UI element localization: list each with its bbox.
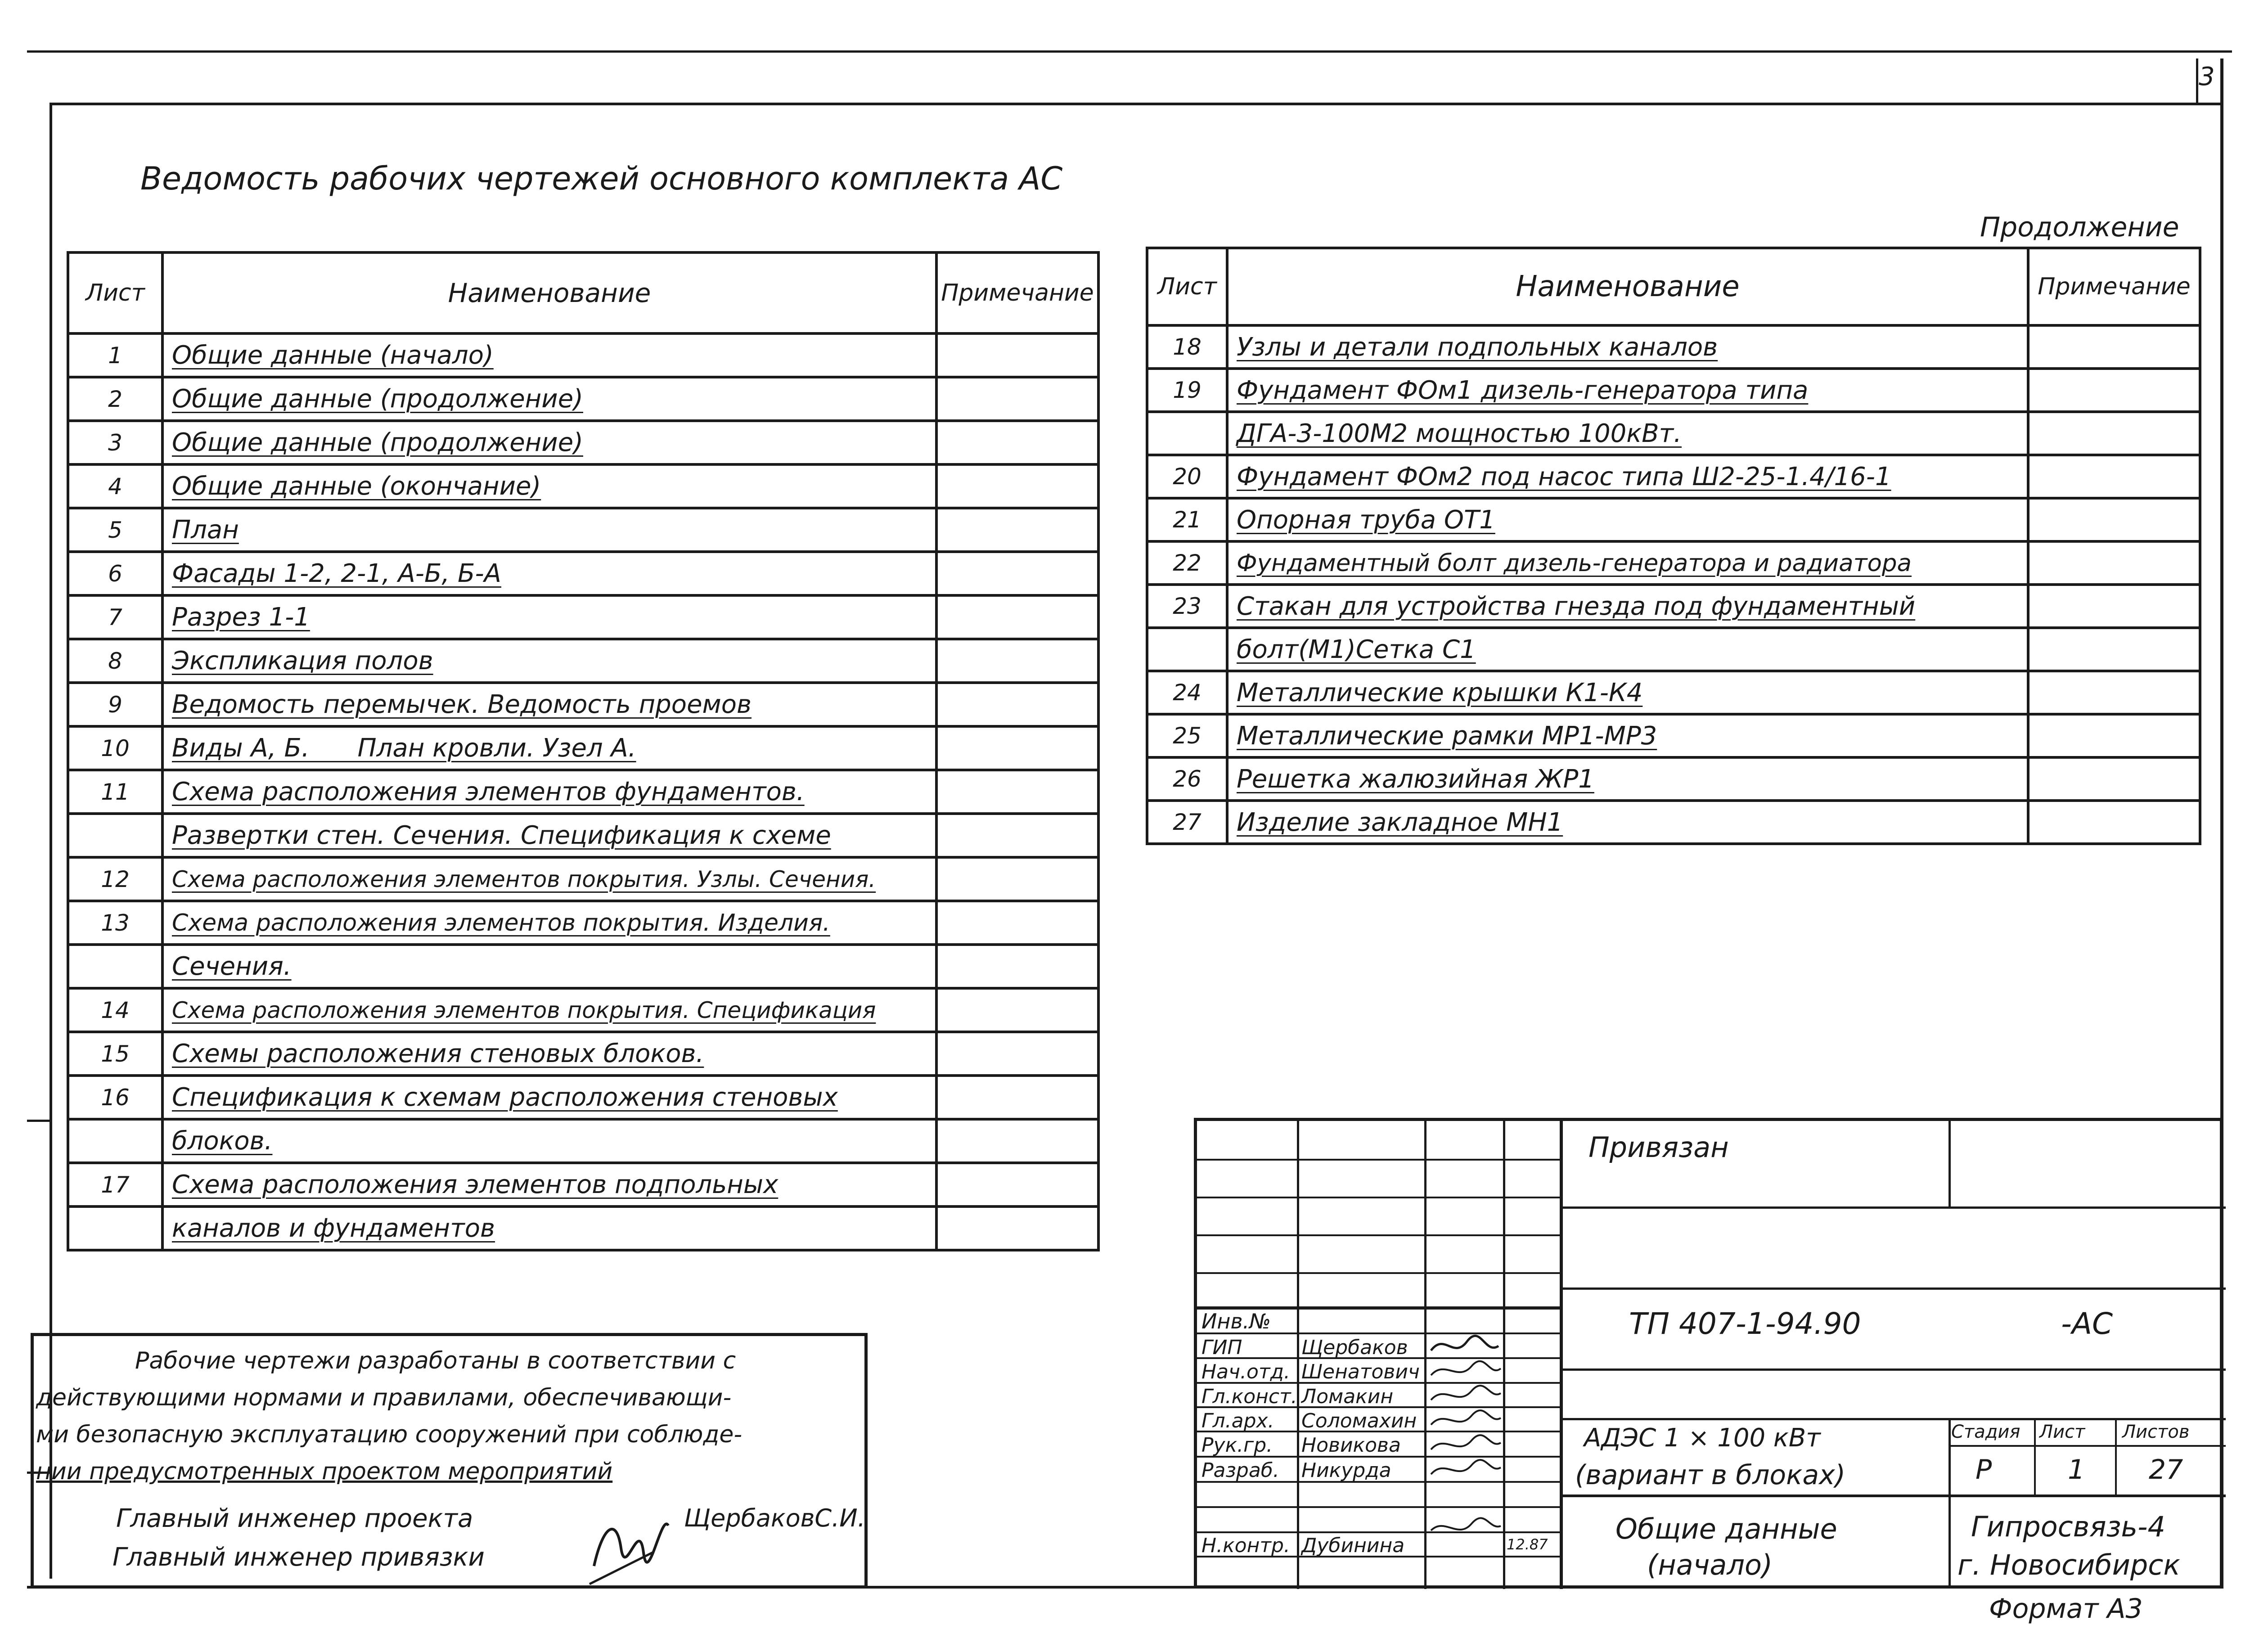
sheet-title-line-2: (начало) xyxy=(1647,1548,1773,1581)
object-line-2: (вариант в блоках) xyxy=(1575,1459,1846,1491)
row-note xyxy=(2028,628,2200,671)
stamp-row-line xyxy=(1197,1159,1560,1161)
row-num: 24 xyxy=(1147,671,1227,714)
row-num: 2 xyxy=(68,377,162,421)
row-name: Опорная труба ОТ1 xyxy=(1227,498,2028,541)
row-num xyxy=(68,1119,162,1163)
signer-role: Рук.гр. xyxy=(1202,1434,1273,1457)
row-note xyxy=(936,464,1098,508)
compliance-note-line: ми безопасную эксплуатацию сооружений при соблюде- xyxy=(36,1421,742,1448)
row-note xyxy=(936,901,1098,945)
row-name: План xyxy=(162,508,936,552)
table-row xyxy=(68,1163,1098,1206)
row-note xyxy=(936,814,1098,857)
chief-engineer-signature xyxy=(585,1499,675,1589)
row-num: 12 xyxy=(68,857,162,901)
row-note xyxy=(2028,412,2200,455)
continuation-label: Продолжение xyxy=(1980,212,2179,243)
row-note xyxy=(2028,325,2200,369)
stamp-row-line xyxy=(1197,1197,1560,1198)
row-num: 14 xyxy=(68,988,162,1032)
row-note xyxy=(2028,455,2200,498)
row-name: Экспликация полов xyxy=(162,639,936,683)
table-header xyxy=(1147,248,2200,325)
table-row xyxy=(68,333,1098,377)
chief-engineer-label: Главный инженер проекта xyxy=(116,1504,473,1533)
signer-role: Разраб. xyxy=(1202,1459,1279,1482)
row-note xyxy=(936,1076,1098,1119)
row-name: ДГА-3-100М2 мощностью 100кВт. xyxy=(1227,412,2028,455)
col-note-header: Примечание xyxy=(936,252,1098,333)
row-note xyxy=(936,639,1098,683)
inner-top-border xyxy=(50,103,2223,105)
stamp-row-line xyxy=(1197,1531,1560,1533)
row-name: Спецификация к схемам расположения стеновых xyxy=(162,1076,936,1119)
table-row xyxy=(1147,455,2200,498)
table-row xyxy=(68,945,1098,988)
table-row xyxy=(1147,498,2200,541)
row-num: 11 xyxy=(68,770,162,814)
row-name: Металлические крышки К1-К4 xyxy=(1227,671,2028,714)
table-row xyxy=(68,857,1098,901)
sheet-header: Лист xyxy=(2039,1422,2085,1442)
row-note xyxy=(936,333,1098,377)
table-row xyxy=(68,988,1098,1032)
signer-name: Соломахин xyxy=(1301,1409,1417,1432)
table-row xyxy=(68,595,1098,639)
col-note-header: Примечание xyxy=(2028,248,2200,325)
row-num: 10 xyxy=(68,726,162,770)
signoff-date: 12.87 xyxy=(1507,1536,1548,1553)
table-row xyxy=(68,1206,1098,1250)
page-number: 3 xyxy=(2199,62,2215,91)
stamp-col-line xyxy=(1948,1121,1951,1206)
table-row xyxy=(68,639,1098,683)
stamp-row-line xyxy=(1197,1234,1560,1236)
row-note xyxy=(2028,671,2200,714)
row-num xyxy=(68,945,162,988)
row-name: Решетка жалюзийная ЖР1 xyxy=(1227,757,2028,801)
table-row xyxy=(68,1119,1098,1163)
table-row xyxy=(1147,325,2200,369)
row-note xyxy=(936,945,1098,988)
attached-label: Привязан xyxy=(1588,1131,1729,1164)
paper-format: Формат А3 xyxy=(1989,1593,2143,1625)
row-name: Ведомость перемычек. Ведомость проемов xyxy=(162,683,936,726)
signer-role: Гл.конст. xyxy=(1202,1385,1297,1408)
row-name: Фундамент ФОм2 под насос типа Ш2-25-1.4/16-1 xyxy=(1227,455,2028,498)
row-note xyxy=(2028,757,2200,801)
table-row xyxy=(68,683,1098,726)
org-line-1: Гипросвязь-4 xyxy=(1971,1510,2165,1543)
row-name: Стакан для устройства гнезда под фундаментный xyxy=(1227,585,2028,628)
col-sheet-header: Лист xyxy=(68,252,162,333)
stamp-row-line xyxy=(1197,1272,1560,1274)
row-name: Схемы расположения стеновых блоков. xyxy=(162,1032,936,1076)
table-row xyxy=(1147,585,2200,628)
signer-name: Шенатович xyxy=(1301,1360,1420,1383)
compliance-note-line: действующими нормами и правилами, обеспечивающи- xyxy=(36,1384,732,1411)
col-sheet-header: Лист xyxy=(1147,248,1227,325)
signer-name: Никурда xyxy=(1301,1459,1391,1482)
row-num: 25 xyxy=(1147,714,1227,757)
sheets-header: Листов xyxy=(2122,1422,2190,1442)
signatures xyxy=(1426,1332,1503,1535)
row-name: Общие данные (продолжение) xyxy=(162,377,936,421)
table-row xyxy=(1147,671,2200,714)
row-name: Схема расположения элементов покрытия. Спецификация xyxy=(162,988,936,1032)
row-num: 3 xyxy=(68,421,162,464)
sheet-title-line-1: Общие данные xyxy=(1616,1512,1837,1545)
table-row xyxy=(1147,369,2200,412)
row-num: 20 xyxy=(1147,455,1227,498)
stamp-divider-main xyxy=(1560,1121,1563,1589)
table-row xyxy=(68,421,1098,464)
stamp-row-line xyxy=(1560,1206,2226,1209)
row-name: Схема расположения элементов покрытия. Узлы. Сечения. xyxy=(162,857,936,901)
row-num: 26 xyxy=(1147,757,1227,801)
stage-header: Стадия xyxy=(1951,1422,2020,1442)
table-row xyxy=(68,552,1098,595)
document-title: Ведомость рабочих чертежей основного комплекта АС xyxy=(140,160,1063,197)
inv-no-label: Инв.№ xyxy=(1202,1309,1271,1333)
row-name: Схема расположения элементов покрытия. Изделия. xyxy=(162,901,936,945)
row-name: Фундаментный болт дизель-генератора и радиатора xyxy=(1227,541,2028,585)
row-note xyxy=(936,1119,1098,1163)
table-row xyxy=(68,464,1098,508)
row-num: 19 xyxy=(1147,369,1227,412)
stamp-row-line xyxy=(1560,1418,2226,1420)
stamp-row-line xyxy=(1197,1506,1560,1508)
signer-name: Ломакин xyxy=(1301,1385,1394,1408)
row-name: Сечения. xyxy=(162,945,936,988)
row-note xyxy=(936,770,1098,814)
row-num: 15 xyxy=(68,1032,162,1076)
row-num xyxy=(1147,412,1227,455)
row-num: 5 xyxy=(68,508,162,552)
sheets-value: 27 xyxy=(2149,1454,2183,1485)
row-num xyxy=(1147,628,1227,671)
row-note xyxy=(936,508,1098,552)
row-name: Фасады 1-2, 2-1, А-Б, Б-А xyxy=(162,552,936,595)
row-num: 8 xyxy=(68,639,162,683)
row-name: Разрез 1-1 xyxy=(162,595,936,639)
row-note xyxy=(936,683,1098,726)
col-name-header: Наименование xyxy=(1227,248,2028,325)
table-row xyxy=(1147,757,2200,801)
row-note xyxy=(2028,801,2200,844)
row-num: 4 xyxy=(68,464,162,508)
table-row xyxy=(68,1032,1098,1076)
row-note xyxy=(2028,714,2200,757)
chief-engineer-name: ЩербаковС.И. xyxy=(684,1504,865,1532)
signer-name: Щербаков xyxy=(1301,1336,1408,1359)
row-num: 21 xyxy=(1147,498,1227,541)
title-block xyxy=(1194,1118,2223,1589)
row-name: Фундамент ФОм1 дизель-генератора типа xyxy=(1227,369,2028,412)
row-name: Общие данные (начало) xyxy=(162,333,936,377)
row-name: Изделие закладное МН1 xyxy=(1227,801,2028,844)
row-num: 6 xyxy=(68,552,162,595)
table-row xyxy=(68,770,1098,814)
sheet-value: 1 xyxy=(2068,1454,2085,1485)
table-row xyxy=(1147,628,2200,671)
row-name: блоков. xyxy=(162,1119,936,1163)
table-row xyxy=(1147,541,2200,585)
row-num: 9 xyxy=(68,683,162,726)
row-num xyxy=(68,814,162,857)
signer-role: Гл.арх. xyxy=(1202,1409,1274,1432)
row-note xyxy=(936,1206,1098,1250)
row-num: 7 xyxy=(68,595,162,639)
org-line-2: г. Новосибирск xyxy=(1958,1548,2180,1581)
stamp-col-line xyxy=(1503,1121,1505,1589)
stamp-row-line xyxy=(1948,1445,2226,1447)
row-name: Схема расположения элементов подпольных xyxy=(162,1163,936,1206)
table-row xyxy=(68,814,1098,857)
row-num: 22 xyxy=(1147,541,1227,585)
row-note xyxy=(936,377,1098,421)
row-num: 13 xyxy=(68,901,162,945)
compliance-note-line: нии предусмотренных проектом мероприятий xyxy=(36,1458,613,1485)
signer-role: Нач.отд. xyxy=(1202,1360,1290,1383)
row-num: 27 xyxy=(1147,801,1227,844)
table-row xyxy=(1147,714,2200,757)
stamp-row-line xyxy=(1560,1287,2226,1290)
drawings-table-left xyxy=(67,251,1100,1251)
row-note xyxy=(936,595,1098,639)
stage-value: Р xyxy=(1976,1454,1992,1485)
row-num xyxy=(68,1206,162,1250)
row-note xyxy=(936,726,1098,770)
drawings-table-right xyxy=(1146,247,2201,845)
row-name: Общие данные (продолжение) xyxy=(162,421,936,464)
row-name: каналов и фундаментов xyxy=(162,1206,936,1250)
project-code: ТП 407-1-94.90 xyxy=(1629,1306,1861,1341)
col-name-header: Наименование xyxy=(162,252,936,333)
row-num: 18 xyxy=(1147,325,1227,369)
top-border xyxy=(27,50,2232,53)
table-header xyxy=(68,252,1098,333)
row-num: 17 xyxy=(68,1163,162,1206)
table-row xyxy=(1147,412,2200,455)
stamp-col-line xyxy=(1297,1121,1299,1589)
stamp-row-line xyxy=(1560,1368,2226,1371)
stamp-col-line xyxy=(1948,1418,1951,1587)
row-note xyxy=(936,1032,1098,1076)
signer-name: Новикова xyxy=(1301,1434,1401,1457)
row-num: 16 xyxy=(68,1076,162,1119)
row-num: 1 xyxy=(68,333,162,377)
chief-binding-engineer-label: Главный инженер привязки xyxy=(112,1543,485,1572)
object-line-1: АДЭС 1 × 100 кВт xyxy=(1584,1423,1821,1453)
row-name: Виды А, Б. План кровли. Узел А. xyxy=(162,726,936,770)
row-name: Металлические рамки МР1-МР3 xyxy=(1227,714,2028,757)
table-row xyxy=(68,508,1098,552)
row-note xyxy=(936,421,1098,464)
margin-tick-1 xyxy=(27,1120,50,1122)
signer-role: Н.контр. xyxy=(1202,1534,1290,1557)
table-row xyxy=(68,726,1098,770)
project-mark: -АС xyxy=(2061,1306,2113,1341)
table-row xyxy=(1147,801,2200,844)
row-note xyxy=(2028,498,2200,541)
row-note xyxy=(2028,541,2200,585)
row-name: болт(М1)Сетка С1 xyxy=(1227,628,2028,671)
row-note xyxy=(936,857,1098,901)
row-note xyxy=(936,988,1098,1032)
stamp-row-line xyxy=(1560,1494,2226,1497)
row-note xyxy=(936,552,1098,595)
table-row xyxy=(68,901,1098,945)
stamp-col-line xyxy=(2034,1418,2036,1494)
row-note xyxy=(2028,369,2200,412)
row-name: Схема расположения элементов фундаментов. xyxy=(162,770,936,814)
row-num: 23 xyxy=(1147,585,1227,628)
row-name: Общие данные (окончание) xyxy=(162,464,936,508)
row-note xyxy=(936,1163,1098,1206)
stamp-col-line xyxy=(2115,1418,2117,1494)
compliance-note-line: Рабочие чертежи разработаны в соответствии с xyxy=(135,1347,736,1374)
row-note xyxy=(2028,585,2200,628)
signer-role: ГИП xyxy=(1202,1336,1242,1359)
table-row xyxy=(68,377,1098,421)
row-name: Развертки стен. Сечения. Спецификация к схеме xyxy=(162,814,936,857)
row-name: Узлы и детали подпольных каналов xyxy=(1227,325,2028,369)
table-row xyxy=(68,1076,1098,1119)
signer-name: Дубинина xyxy=(1301,1534,1405,1557)
